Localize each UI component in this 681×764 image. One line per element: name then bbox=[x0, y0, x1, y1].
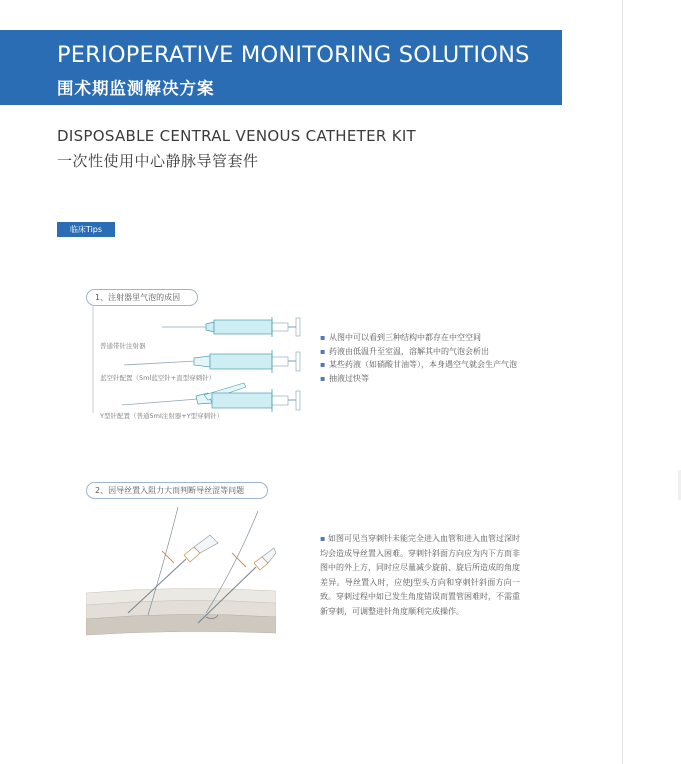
syringe-standard bbox=[162, 317, 300, 337]
bullet-icon: ▪ bbox=[320, 360, 326, 369]
needle-insertion-diagram bbox=[86, 505, 276, 660]
section1-heading: 1、注射器里气泡的成因 bbox=[86, 289, 198, 306]
syringe-illustration bbox=[86, 305, 316, 425]
header-banner bbox=[0, 30, 562, 105]
header-title-en: PERIOPERATIVE MONITORING SOLUTIONS bbox=[57, 42, 530, 68]
product-name-cn: 一次性使用中心静脉导管套件 bbox=[57, 152, 259, 170]
bullet-icon: ▪ bbox=[320, 534, 328, 543]
bullet-icon: ▪ bbox=[320, 373, 326, 383]
syringe-y-needle bbox=[122, 383, 300, 412]
bullet-icon: ▪ bbox=[320, 333, 326, 342]
clinical-tips-badge: 临床Tips bbox=[57, 222, 115, 237]
header-title-cn: 围术期监测解决方案 bbox=[57, 79, 215, 98]
bullet-icon: ▪ bbox=[320, 346, 326, 356]
syringe-label-standard: 普通带针注射器 bbox=[100, 342, 146, 350]
list-item: ▪ 药液由低温升至室温，溶解其中的气泡会析出 bbox=[320, 345, 520, 359]
section1-bullet-list bbox=[320, 331, 520, 385]
page-edge-divider bbox=[622, 0, 623, 764]
section2-heading: 2、因导丝置入阻力大而判断导丝涩等问题 bbox=[86, 482, 268, 499]
syringe-bubble-diagram bbox=[86, 305, 316, 425]
list-item: ▪ 抽液过快等 bbox=[320, 372, 520, 386]
syringe-blue-needle bbox=[124, 350, 300, 373]
list-item: ▪ 从图中可以看到三种结构中都存在中空空间 bbox=[320, 331, 520, 345]
section2-paragraph: ▪ 如图可见当穿刺针未能完全进入血管和进入血管过深时均会造成导丝置入困难。穿刺针斜面方向应为内下方而非图中的外上方，同时应尽量减少旋前、旋后所造成的角度差异。导丝置入时，应使J型头方向和穿刺针斜面方向一致。穿刺过程中如已发生角度错误而置管困难时，不需重新穿刺，可调整进针角度顺利完成操作。 bbox=[320, 534, 520, 616]
list-item: ▪ 某些药液（如硝酸甘油等），本身遇空气就会生产气泡 bbox=[320, 358, 520, 372]
vessel-needle-illustration bbox=[86, 505, 276, 660]
syringe-label-y-needle: Y型针配置（普通5ml注射器+Y型穿刺针） bbox=[100, 412, 224, 420]
syringe-label-blue-needle: 蓝空针配置（5ml蓝空针+直型穿刺针） bbox=[100, 374, 216, 382]
product-name-en: DISPOSABLE CENTRAL VENOUS CATHETER KIT bbox=[57, 127, 417, 145]
